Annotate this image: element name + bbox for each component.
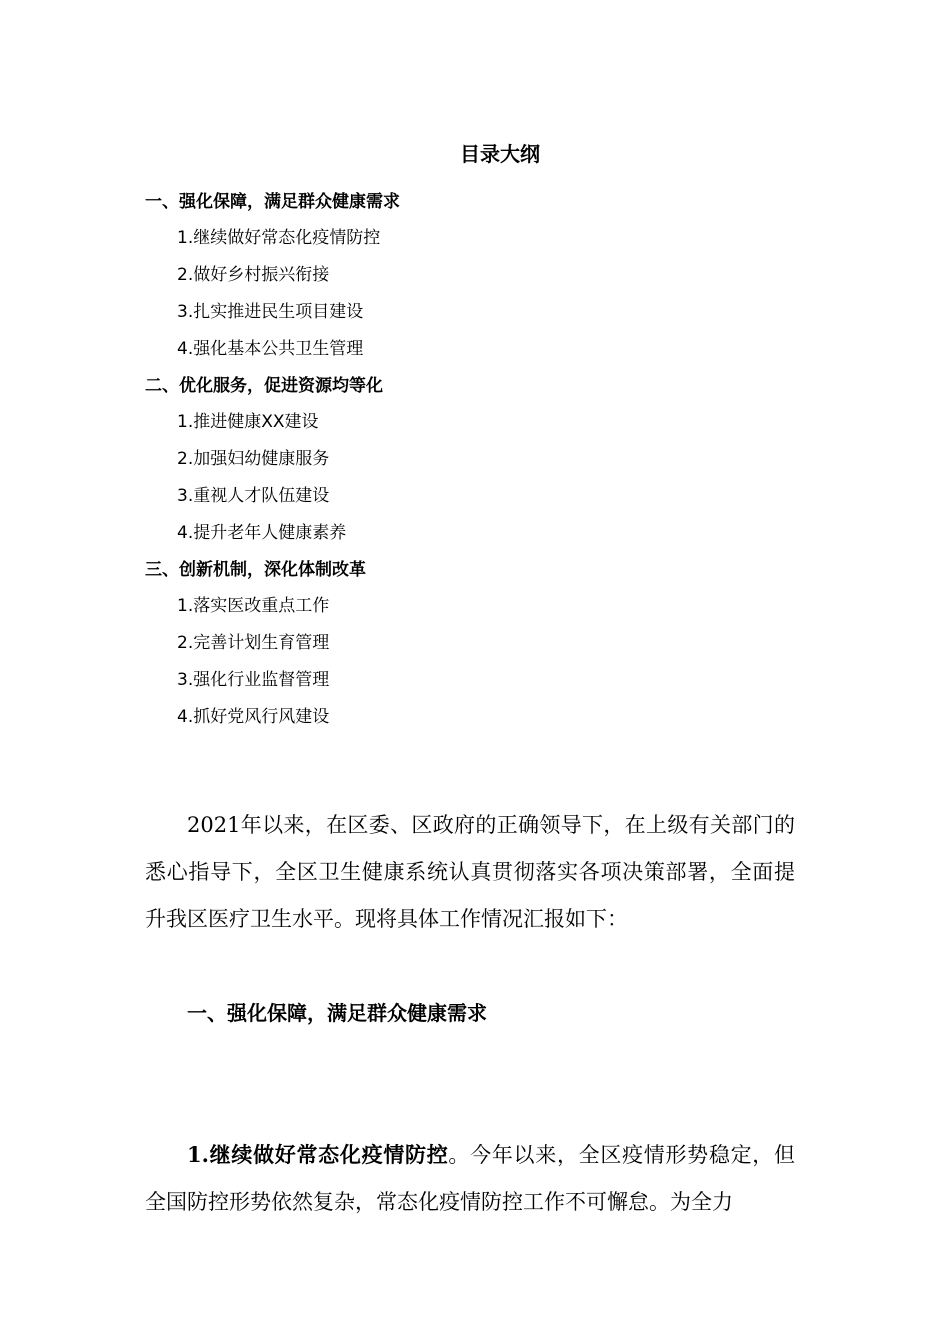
toc-section-heading: 二、优化服务，促进资源均等化	[145, 376, 383, 396]
toc-item: 4.提升老年人健康素养	[177, 523, 347, 543]
paragraph-spacer	[145, 943, 795, 990]
paragraph-spacer	[145, 1037, 795, 1084]
toc-section-heading: 三、创新机制，深化体制改革	[145, 560, 366, 580]
item-text: 。今年以来，全区疫情形势稳定，但全国防控形势依然复杂，常态化疫情防控工作不可懈怠。为全力	[145, 1143, 796, 1214]
toc-item: 3.重视人才队伍建设	[177, 486, 330, 506]
intro-paragraph: 2021年以来，在区委、区政府的正确领导下，在上级有关部门的悉心指导下，全区卫生健康系统认真贯彻落实各项决策部署，全面提升我区医疗卫生水平。现将具体工作情况汇报如下：	[145, 813, 795, 931]
section-heading: 一、强化保障，满足群众健康需求	[187, 1001, 487, 1025]
toc-item: 3.强化行业监督管理	[177, 670, 330, 690]
toc-item: 4.强化基本公共卫生管理	[177, 339, 364, 359]
toc-item: 1.落实医改重点工作	[177, 596, 330, 616]
toc-item: 3.扎实推进民生项目建设	[177, 302, 364, 322]
table-of-contents	[145, 184, 805, 736]
toc-title: 目录大纲	[460, 142, 540, 166]
item-lead: 1.继续做好常态化疫情防控	[187, 1142, 449, 1167]
toc-item: 2.做好乡村振兴衔接	[177, 265, 330, 285]
toc-item: 2.完善计划生育管理	[177, 633, 330, 653]
toc-section-heading: 一、强化保障，满足群众健康需求	[145, 192, 400, 212]
item-paragraph	[145, 1131, 795, 1226]
paragraph-spacer	[145, 1084, 795, 1131]
document-body	[145, 802, 795, 1226]
toc-item: 4.抓好党风行风建设	[177, 707, 330, 727]
toc-item: 1.推进健康XX建设	[177, 412, 319, 432]
toc-item: 1.继续做好常态化疫情防控	[177, 228, 381, 248]
toc-item: 2.加强妇幼健康服务	[177, 449, 330, 469]
